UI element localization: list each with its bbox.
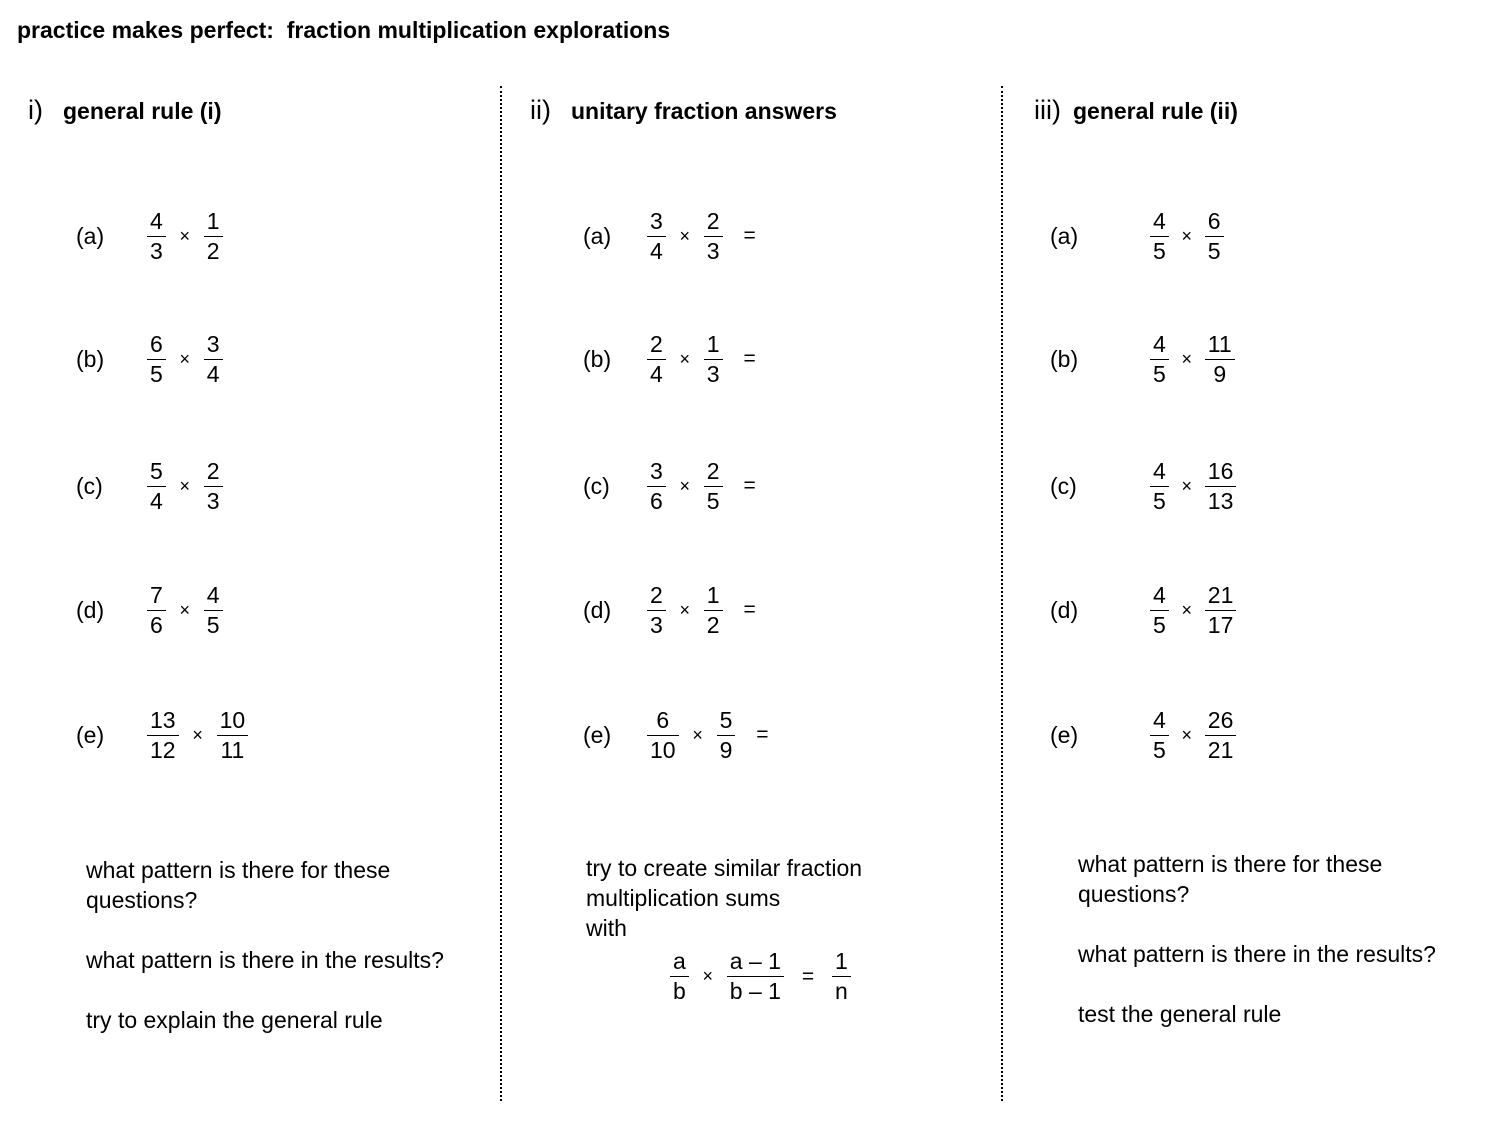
- problem-label: (c): [1050, 472, 1077, 499]
- prompt-block: [586, 853, 966, 943]
- problem-label: (b): [76, 345, 105, 372]
- numerator: 1: [706, 581, 720, 608]
- problem-label: (a): [1050, 222, 1079, 249]
- numerator: 1: [206, 207, 220, 234]
- fraction: [717, 707, 736, 764]
- fraction: [1150, 331, 1169, 388]
- fraction: [204, 582, 223, 639]
- fraction: [1150, 707, 1169, 764]
- multiply-sign: ×: [1181, 475, 1193, 496]
- numerator: 4: [1153, 457, 1166, 484]
- denominator: 5: [1153, 611, 1166, 638]
- fraction-bar: [704, 486, 723, 487]
- page-title: practice makes perfect: fraction multiplication explorations: [17, 17, 671, 43]
- problem-label: (b): [583, 345, 612, 372]
- multiply-sign: ×: [679, 599, 691, 620]
- numerator: 5: [150, 457, 163, 484]
- denominator: 3: [706, 237, 720, 264]
- numerator: 2: [706, 457, 720, 484]
- fraction-bar: [647, 735, 679, 736]
- denominator: 5: [1153, 360, 1166, 387]
- denominator: 3: [650, 611, 663, 638]
- denominator: 9: [719, 736, 733, 763]
- fraction-bar: [1205, 359, 1235, 360]
- section-title: unitary fraction answers: [571, 98, 837, 124]
- prompt-text: test the general rule: [1078, 1001, 1282, 1027]
- denominator: 2: [206, 237, 220, 264]
- numerator: 7: [150, 581, 163, 608]
- denominator: 5: [1153, 487, 1166, 514]
- numerator: 2: [706, 207, 720, 234]
- fraction-bar: [217, 735, 249, 736]
- multiply-sign: ×: [1181, 348, 1193, 369]
- fraction: [1150, 582, 1169, 639]
- denominator: 21: [1207, 736, 1234, 763]
- fraction: [647, 331, 666, 388]
- denominator: 12: [150, 736, 176, 763]
- section-title: general rule (ii): [1073, 98, 1238, 124]
- prompt-text: try to create similar fraction: [586, 855, 863, 881]
- equals-sign: =: [743, 598, 756, 621]
- multiply-sign: ×: [679, 475, 691, 496]
- denominator: 5: [206, 611, 220, 638]
- problem-label: (a): [76, 222, 105, 249]
- denominator: 11: [220, 736, 245, 763]
- denominator: 5: [150, 360, 163, 387]
- fraction: [647, 458, 666, 515]
- fraction-bar: [204, 486, 223, 487]
- problem-label: (c): [583, 472, 610, 499]
- denominator: 4: [650, 360, 663, 387]
- prompt-text: what pattern is there for these questions?: [1078, 851, 1383, 907]
- multiply-sign: ×: [179, 599, 191, 620]
- denominator: 3: [150, 237, 163, 264]
- fraction-bar: [727, 976, 784, 977]
- problem-label: (d): [76, 596, 105, 623]
- denominator: 4: [206, 360, 220, 387]
- fraction: [1205, 458, 1237, 515]
- numerator: 4: [150, 207, 163, 234]
- prompt-text: what pattern is there in the results?: [86, 947, 444, 973]
- prompt-text: what pattern is there in the results?: [1078, 941, 1436, 967]
- denominator: 5: [1153, 237, 1166, 264]
- fraction: [1205, 208, 1224, 265]
- fraction: [704, 582, 723, 639]
- problem-label: (e): [1050, 721, 1079, 748]
- fraction-bar: [147, 359, 166, 360]
- fraction-bar: [704, 236, 723, 237]
- denominator: 4: [150, 487, 163, 514]
- section-header: [1034, 95, 1238, 126]
- fraction: [147, 208, 166, 265]
- fraction: [204, 331, 223, 388]
- problem-label: (e): [76, 721, 105, 748]
- problem-label: (a): [583, 222, 612, 249]
- problem-row: [76, 705, 248, 765]
- denominator: 9: [1213, 360, 1227, 387]
- prompt-block: [86, 855, 446, 1035]
- fraction-bar: [147, 486, 166, 487]
- problem-row: [76, 456, 223, 516]
- fraction-bar: [1150, 359, 1169, 360]
- prompt-text: with: [586, 915, 627, 941]
- section-numeral: i): [28, 95, 43, 125]
- fraction-bar: [204, 610, 223, 611]
- numerator: 4: [1153, 706, 1166, 733]
- denominator: n: [834, 978, 848, 1004]
- multiply-sign: ×: [679, 348, 691, 369]
- denominator: 13: [1207, 487, 1234, 514]
- denominator: 17: [1207, 611, 1234, 638]
- problem-row: [583, 705, 789, 765]
- fraction: [647, 208, 666, 265]
- multiply-sign: ×: [192, 724, 203, 745]
- problem-row: [583, 329, 777, 389]
- numerator: 10: [219, 706, 246, 733]
- numerator: 13: [150, 706, 176, 733]
- fraction: [647, 582, 666, 639]
- section-numeral: iii): [1034, 95, 1061, 125]
- problem-row: [76, 580, 223, 640]
- denominator: 3: [206, 487, 220, 514]
- numerator: 6: [1207, 207, 1221, 234]
- multiply-sign: ×: [1181, 724, 1193, 745]
- problem-row: [583, 206, 777, 266]
- multiply-sign: ×: [179, 348, 191, 369]
- denominator: b – 1: [729, 978, 781, 1004]
- fraction: [1150, 208, 1169, 265]
- fraction-bar: [647, 359, 666, 360]
- multiply-sign: ×: [692, 724, 703, 745]
- fraction-bar: [647, 610, 666, 611]
- fraction-bar: [1150, 610, 1169, 611]
- fraction-bar: [1205, 735, 1237, 736]
- multiply-sign: ×: [1181, 225, 1193, 246]
- fraction-bar: [1150, 486, 1169, 487]
- numerator: 2: [650, 581, 663, 608]
- column-divider: [1001, 86, 1003, 1101]
- column-divider: [500, 86, 502, 1101]
- fraction-bar: [704, 610, 723, 611]
- equals-sign: =: [743, 224, 756, 247]
- problem-label: (b): [1050, 345, 1079, 372]
- fraction: [147, 582, 166, 639]
- numerator: 2: [650, 330, 663, 357]
- prompt-text: multiplication sums: [586, 885, 781, 911]
- multiply-sign: ×: [702, 966, 714, 986]
- fraction-bar: [1205, 236, 1224, 237]
- fraction: [647, 707, 679, 764]
- fraction-bar: [704, 359, 723, 360]
- denominator: 4: [650, 237, 663, 264]
- numerator: 26: [1207, 706, 1234, 733]
- fraction-bar: [147, 610, 166, 611]
- prompt-text: what pattern is there for these questions?: [86, 857, 391, 913]
- numerator: 2: [206, 457, 220, 484]
- equals-sign: =: [743, 347, 756, 370]
- numerator: 4: [1153, 581, 1166, 608]
- section-header: [28, 95, 221, 126]
- fraction-bar: [147, 236, 166, 237]
- multiply-sign: ×: [1181, 599, 1193, 620]
- numerator: a: [673, 948, 686, 974]
- numerator: 3: [650, 207, 663, 234]
- fraction: [147, 458, 166, 515]
- denominator: 5: [1207, 237, 1221, 264]
- fraction: [217, 707, 249, 764]
- fraction: [1205, 707, 1237, 764]
- problem-row: [76, 329, 223, 389]
- fraction: [704, 331, 723, 388]
- fraction: [147, 331, 166, 388]
- problem-row: [1050, 329, 1235, 389]
- denominator: 3: [706, 360, 720, 387]
- section-title: general rule (i): [63, 98, 222, 124]
- denominator: 6: [150, 611, 163, 638]
- prompt-block: [1078, 849, 1438, 1029]
- fraction: [1150, 458, 1169, 515]
- fraction: [204, 208, 223, 265]
- section-header: [530, 95, 837, 126]
- numerator: 3: [206, 330, 220, 357]
- numerator: 4: [206, 581, 220, 608]
- fraction-bar: [1150, 236, 1169, 237]
- multiply-sign: ×: [179, 225, 191, 246]
- fraction: [204, 458, 223, 515]
- problem-label: (c): [76, 472, 103, 499]
- problem-label: (e): [583, 721, 612, 748]
- fraction-bar: [204, 359, 223, 360]
- formula-fraction: [832, 948, 851, 1005]
- numerator: 11: [1207, 330, 1232, 357]
- fraction-bar: [647, 236, 666, 237]
- fraction-bar: [1205, 486, 1237, 487]
- general-formula: [670, 948, 851, 1005]
- denominator: 5: [1153, 736, 1166, 763]
- fraction-bar: [832, 976, 851, 977]
- denominator: b: [673, 978, 686, 1004]
- formula-fraction: [727, 948, 784, 1005]
- fraction-bar: [670, 976, 689, 977]
- problem-row: [1050, 456, 1236, 516]
- fraction: [704, 458, 723, 515]
- fraction: [147, 707, 179, 764]
- numerator: 1: [706, 330, 720, 357]
- equals-sign: =: [756, 723, 769, 746]
- numerator: 6: [656, 706, 670, 733]
- problem-row: [1050, 206, 1224, 266]
- problem-row: [1050, 705, 1236, 765]
- denominator: 6: [650, 487, 663, 514]
- numerator: 3: [650, 457, 663, 484]
- fraction-bar: [1150, 735, 1169, 736]
- fraction-bar: [717, 735, 736, 736]
- numerator: 21: [1207, 581, 1234, 608]
- fraction-bar: [1205, 610, 1237, 611]
- problem-label: (d): [583, 596, 612, 623]
- section-numeral: ii): [530, 95, 551, 125]
- prompt-text: try to explain the general rule: [86, 1007, 383, 1033]
- problem-row: [583, 580, 777, 640]
- numerator: 1: [834, 948, 848, 974]
- numerator: a – 1: [729, 948, 781, 974]
- problem-row: [1050, 580, 1236, 640]
- numerator: 6: [150, 330, 163, 357]
- numerator: 5: [719, 706, 733, 733]
- problem-row: [583, 456, 777, 516]
- numerator: 4: [1153, 207, 1166, 234]
- equals-sign: =: [801, 964, 815, 988]
- fraction: [704, 208, 723, 265]
- numerator: 16: [1207, 457, 1234, 484]
- numerator: 4: [1153, 330, 1166, 357]
- multiply-sign: ×: [179, 475, 191, 496]
- problem-row: [76, 206, 223, 266]
- fraction-bar: [204, 236, 223, 237]
- equals-sign: =: [743, 474, 756, 497]
- denominator: 10: [650, 736, 676, 763]
- problem-label: (d): [1050, 596, 1079, 623]
- multiply-sign: ×: [679, 225, 691, 246]
- fraction: [1205, 582, 1237, 639]
- fraction-bar: [147, 735, 179, 736]
- fraction-bar: [647, 486, 666, 487]
- formula-fraction: [670, 948, 689, 1005]
- fraction: [1205, 331, 1235, 388]
- denominator: 5: [706, 487, 720, 514]
- denominator: 2: [706, 611, 720, 638]
